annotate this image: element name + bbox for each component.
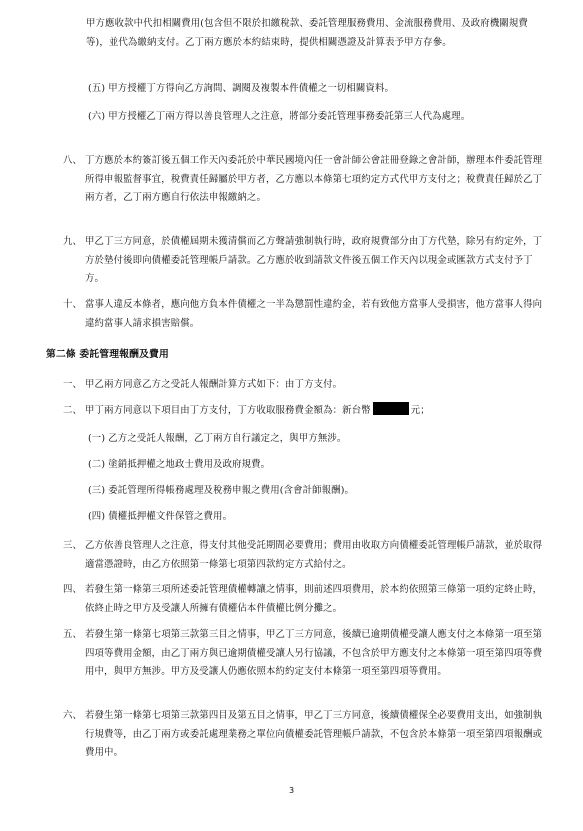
clause2-item-2 [63, 402, 547, 421]
sub-number: (一) [88, 433, 106, 444]
item-number: 五、 [63, 629, 83, 640]
item-number: 六、 [63, 710, 83, 721]
section-title: 第二條 委託管理報酬及費用 [46, 349, 169, 360]
item-text: 若發生第一條第七項第三款第四目及第五目之情事，甲乙丁三方同意，後續債權保全必要費用支出，如強制執行規費等，由乙丁兩方或委託處理業務之單位向債權委託管理帳戶請款，不包含於本條第一項至第四項報酬或費用中。 [85, 710, 543, 758]
item-number: 九、 [63, 236, 83, 247]
clause2-sub-1 [88, 430, 548, 449]
clause1-item-8 [63, 152, 547, 208]
page-number: 3 [288, 786, 295, 795]
clause2-item-6 [63, 707, 547, 763]
fee-text-before: 甲丁兩方同意以下項目由丁方支付，丁方收取服務費金額為：新台幣 [85, 405, 371, 416]
item-number: 二、 [63, 405, 83, 416]
redaction-box [373, 402, 409, 415]
item-text: 若發生第一條第七項第三款第三目之情事，甲乙丁三方同意，後續已逾期債權受讓人應支付之本條第一項至第四項等費用金額，由乙丁兩方與已逾期債權受讓人另行協議，不包含於甲方應支付之本條第一項至第四項等費用中，與甲方無涉。甲方及受讓人仍應依照本約約定支付本條第一項至第四項等費用。 [85, 629, 543, 677]
clause2-sub-3 [88, 482, 548, 501]
clause2-item-3 [63, 537, 547, 574]
continued-paragraph: 甲方應收款中代扣相關費用(包含但不限於扣繳稅款、委託管理服務費用、金流服務費用、及政府機關規費等)，並代為繳納支付。乙丁兩方應於本約結束時，提供相關憑證及計算表予甲方存參。 [86, 18, 528, 48]
item-text: 乙方依善良管理人之注意，得支付其他受託期間必要費用；費用由收取方向債權委託管理帳戶請款，並於取得適當憑證時，由乙方依照第一條第七項第四款約定方式給付之。 [85, 540, 543, 570]
item-text: 丁方應於本約簽訂後五個工作天內委託於中華民國境內任一會計師公會註冊登錄之會計師，辦理本件委託管理所得申報監督事宜，稅費責任歸屬於甲方者，乙方應以本條第七項約定方式代甲方支付之；稅費責任歸於乙丁兩方者，乙丁兩方應自行依法申報繳納之。 [85, 155, 543, 203]
item-number: 十、 [63, 299, 83, 310]
clause1-item-9 [63, 233, 547, 289]
item-text: 若發生第一條第三項所述委託管理債權轉讓之情事，則前述四項費用，於本約依照第三條第一項約定終止時，依終止時之甲方及受讓人所擁有債權佔本件債權比例分攤之。 [85, 584, 543, 614]
sub-number: (四) [88, 511, 106, 522]
clause2-sub-2 [88, 456, 548, 475]
item-text: 甲乙丁三方同意，於債權屆期未獲清償而乙方聲請強制執行時，政府規費部分由丁方代墊，除另有約定外，丁方於墊付後即向債權委託管理帳戶請款。乙方應於收到請款文件後五個工作天內以現金或匯款方式支付予丁方。 [85, 236, 543, 284]
item-number: 八、 [63, 155, 83, 166]
sub-text: 委託管理所得帳務處理及稅務申報之費用(含會計師報酬)。 [108, 485, 355, 496]
sub-number: (二) [88, 459, 106, 470]
item-text [85, 402, 547, 421]
clause2-item-4 [63, 581, 547, 618]
item-number: 一、 [63, 379, 83, 390]
clause2-sub-4 [88, 508, 548, 527]
clause1-sub-5 [88, 80, 548, 99]
sub-text: 乙方之受託人報酬，乙丁兩方自行議定之，與甲方無涉。 [108, 433, 347, 444]
sub-text: 債權抵押權文件保管之費用。 [108, 511, 233, 522]
clause2-item-1 [63, 376, 547, 395]
item-text: 當事人違反本條者，應向他方負本件債權之一半為懲罰性違約金，若有致他方當事人受損害，他方當事人得向違約當事人請求損害賠償。 [85, 299, 543, 329]
item-number: 三、 [63, 540, 83, 551]
sub-number: (六) [88, 111, 106, 122]
item-number: 四、 [63, 584, 83, 595]
sub-number: (五) [88, 83, 106, 94]
item-text: 甲乙兩方同意乙方之受託人報酬計算方式如下：由丁方支付。 [85, 379, 343, 390]
clause1-sub-6 [88, 108, 548, 127]
sub-text: 塗銷抵押權之地政士費用及政府規費。 [108, 459, 271, 470]
sub-number: (三) [88, 485, 106, 496]
sub-text: 甲方授權乙丁兩方得以善良管理人之注意，將部分委託管理事務委託第三人代為處理。 [108, 111, 471, 122]
fee-text-after: 元； [410, 405, 430, 416]
clause1-item-10 [63, 296, 547, 333]
clause2-item-5 [63, 626, 547, 682]
sub-text: 甲方授權丁方得向乙方詢問、調閱及複製本件債權之一切相關資料。 [108, 83, 395, 94]
